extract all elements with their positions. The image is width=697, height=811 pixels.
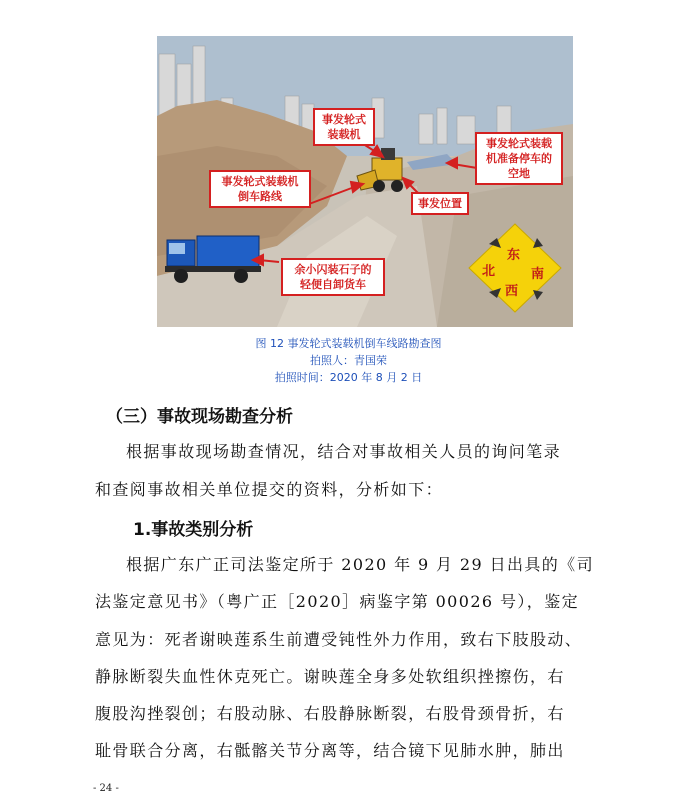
compass-east: 东 (507, 248, 521, 263)
compass-west: 西 (505, 284, 519, 299)
body-line-6: 耻骨联合分离，右骶髂关节分离等，结合镜下见肺水肿，肺出 (95, 741, 565, 760)
site-photo (157, 36, 573, 327)
body-line-2: 法鉴定意见书》（粤广正［2020］病鉴字第 00026 号），鉴定 (95, 592, 579, 611)
callout-parking-area: 事发轮式装载 机准备停车的 空地 (475, 132, 563, 185)
compass-north: 北 (482, 264, 496, 279)
body-line-1: 根据广东广正司法鉴定所于 2020 年 9 月 29 日出具的《司 (126, 555, 594, 574)
sub-heading: 1.事故类别分析 (133, 520, 254, 540)
body-line-4: 静脉断裂失血性休克死亡。谢映莲全身多处软组织挫擦伤，右 (95, 667, 565, 686)
section-heading: （三）事故现场勘查分析 (106, 407, 293, 427)
compass-south: 南 (531, 267, 545, 282)
intro-line-1: 根据事故现场勘查情况，结合对事故相关人员的询问笔录 (126, 442, 562, 461)
callout-truck: 余小闪装石子的 轻便自卸货车 (281, 258, 385, 296)
intro-line-2: 和查阅事故相关单位提交的资料，分析如下： (95, 480, 444, 499)
figure-caption-photographer: 拍照人：青国荣 (310, 354, 387, 367)
callout-loader: 事发轮式 装载机 (313, 108, 375, 146)
figure-caption-title: 图 12 事发轮式装载机倒车线路勘查图 (255, 337, 442, 350)
callout-reverse-route: 事发轮式装载机 倒车路线 (209, 170, 311, 208)
callout-accident-location: 事发位置 (411, 192, 469, 215)
body-line-5: 腹股沟挫裂创；右股动脉、右股静脉断裂，右股骨颈骨折，右 (95, 704, 565, 723)
body-line-3: 意见为：死者谢映莲系生前遭受钝性外力作用，致右下肢股动、 (95, 630, 583, 649)
page-number: - 24 - (93, 783, 119, 794)
figure-caption-time: 拍照时间：2020 年 8 月 2 日 (274, 371, 423, 384)
